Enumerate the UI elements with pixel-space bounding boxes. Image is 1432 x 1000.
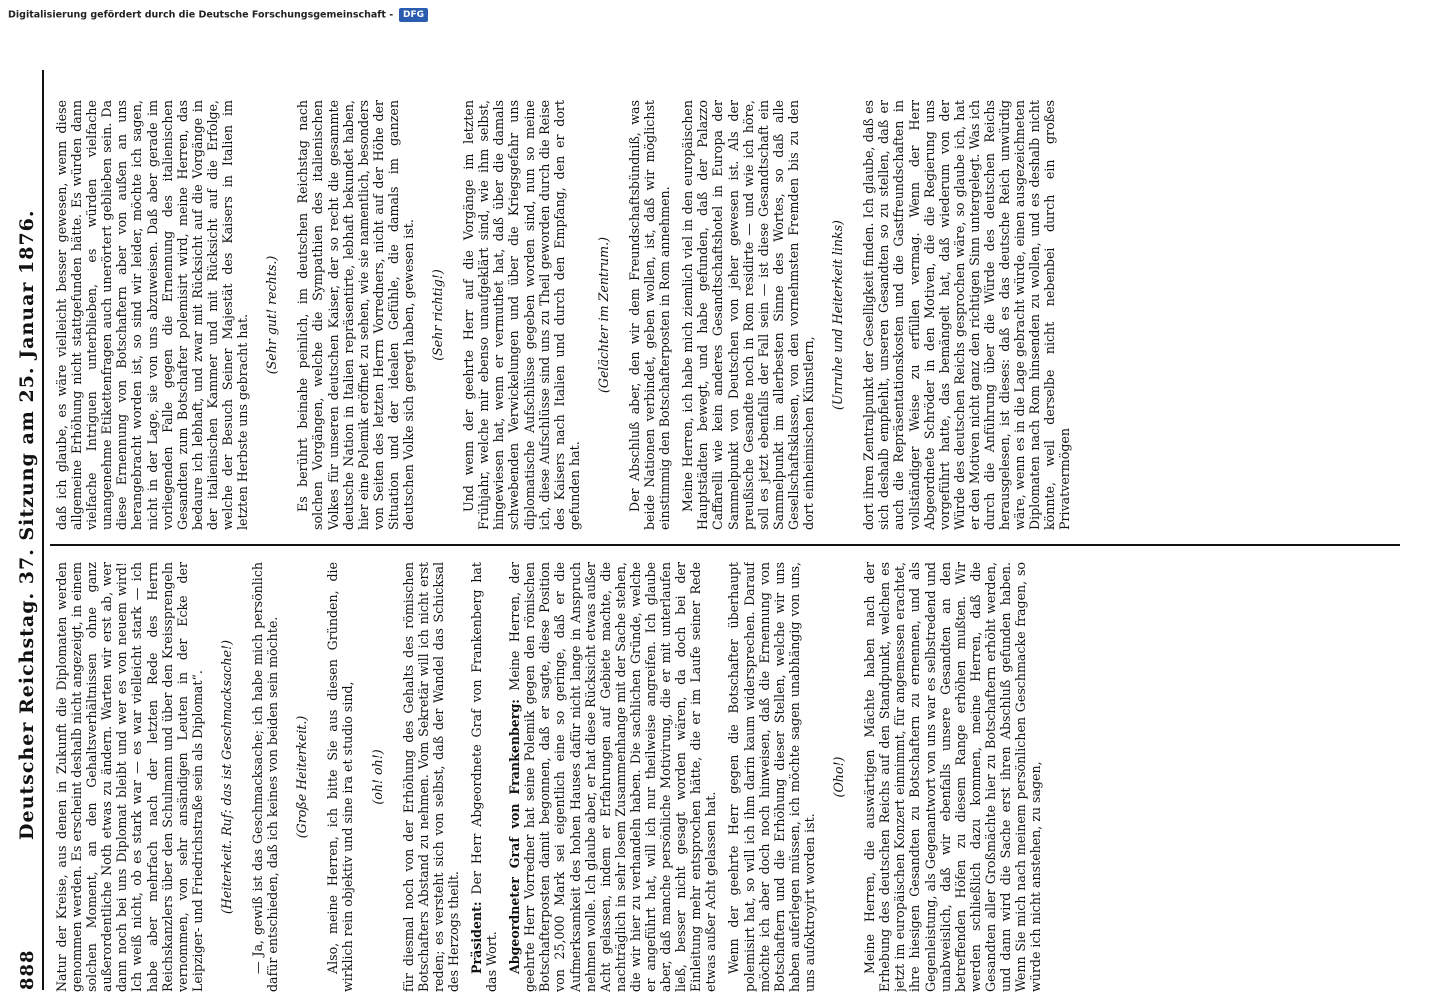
paragraph: Natur der Kreise, aus denen in Zukunft die Diplomaten werden genommen werden. Es erscheint deshalb nicht angezeigt, in einem solchen Moment, an den Gehaltsverhältnissen ohne ganz außerordentliche Noth etwas zu ändern. Warten wir erst ab, wer dann noch bei uns Diplomat bleibt und wer es von neuem wird! Ich weiß nicht, ob es stark war — es war vielleicht stark — ich habe aber mehrfach nach der letzten Rede des Herrn Reichskanzlers über den Schulmann und über den Kreissprengeln vernommen, von sehr ansändigen Leuten in der Ecke der Leipziger- und Friedrichstraße sein als Diplomat“. (54, 562, 205, 992)
dfg-logo-icon: DFG (399, 8, 428, 22)
paragraph: Der Abschluß aber, den wir dem Freundschaftsbündniß, was beide Nationen verbindet, geben wollen, ist, daß wir möglichst einstimmig den Botschafterposten in Rom annehmen. (627, 100, 673, 530)
paragraph: dort ihren Zentralpunkt der Geselligkeit finden. Ich glaube, daß es sich deshalb empfiehlt, unseren Gesandten so zu stellen, daß er auch die Repräsentationskosten und die Gastfreundschaften in vollständiger Weise zu erfüllen vermag. Wenn der Herr Abgeordnete Schröder in den Motiven, die die Regierung uns vorgeführt hatte, das bemängelt hat, daß wiederum von der Würde des deutschen Reichs gesprochen wäre, so glaube ich, hat er den Motiven nicht ganz den richtigen Sinn untergelegt. Was ich durch die Anführung über die Würde des deutschen Reichs herausgelesen, ist dieses: daß es das deutsche Reich unwürdig wäre, wenn es in die Lage gebracht würde, einen ausgezeichneten Diplomaten nach Rom hinsenden zu wollen, und es deshalb nicht könnte, weil derselbe nicht nebenbei durch ein großes Privatvermögen (861, 100, 1073, 530)
paragraph: für diesmal noch von der Erhöhung des Gehalts des römischen Botschafters Abstand zu nehmen. Vom Sekretär will ich nicht erst reden; es versteht sich von selbst, daß der Wandel das Schicksal des Herzogs theilt. (400, 562, 461, 992)
paragraph: Und wenn der geehrte Herr auf die Vorgänge im letzten Frühjahr, welche mir ebenso unaufgeklärt sind, wie ihm selbst, hingewiesen hat, wenn er vermuthet hat, daß über die damals schwebenden Verwickelungen und über die Kriegsgefahr uns diplomatische Aufschlüsse gegeben worden sind, nun so meine ich, diese Aufschlüsse sind uns zu Theil geworden durch die Reise des Kaisers nach Italien und durch den Empfang, den er dort gefunden hat. (461, 100, 582, 530)
page-number: 888 (17, 949, 38, 990)
column-divider (50, 544, 1400, 546)
speaker-name: Abgeordneter Graf von Frankenberg: (507, 699, 523, 974)
running-title: Deutscher Reichstag. 37. Sitzung am 25. Januar 1876. (16, 209, 38, 840)
stage-direction: (Unruhe und Heiterkeit links) (830, 220, 846, 410)
speaker-paragraph (507, 562, 718, 992)
paragraph: Also, meine Herren, ich bitte Sie aus diesen Gründen, die wirklich rein objektiv und sine ira et studio sind, (325, 562, 356, 992)
stage-direction: (Große Heiterkeit.) (294, 715, 310, 839)
stage-direction: (Sehr gut! rechts.) (264, 255, 280, 375)
credit-text: Digitalisierung gefördert durch die Deutsche Forschungsgemeinschaft - (8, 9, 394, 21)
stage-direction: (oh! oh!) (369, 749, 385, 805)
paragraph: — Ja, gewiß ist das Geschmacksache; ich habe mich persönlich dafür entschieden, daß ich keines von beiden sein möchte. (250, 562, 281, 992)
speaker-name: Präsident: (468, 901, 484, 974)
paragraph: Wenn der geehrte Herr gegen die Botschafter überhaupt polemisirt hat, so will ich ihm darin kaum widersprechen. Darauf möchte ich aber doch noch hinweisen, daß die Ernennung von Botschaftern und die Erhöhung dieser Stellen, welche wir uns haben auferlegen müssen, ich möchte sagen unabhängig von uns, uns aufoktroyirt worden ist. (726, 562, 817, 992)
speech-text: Meine Herren, der geehrte Herr Vorredner hat seine Polemik gegen den römischen Botschafterposten damit begonnen, daß er sagte, diese Position von 25,000 Mark sei eigentlich eine so geringe, daß er die Aufmerksamkeit des hohen Hauses dafür nicht lange in Anspruch nehmen wolle. Ich glaube aber, er hat diese Rücksicht etwas außer Acht gelassen, indem er Erfahrungen auf Gebiete machte, die nachträglich in sehr losem Zusammenhange mit der Sache stehen, die wir hier zu verhandeln haben. Die sachlichen Gründe, welche er angeführt hat, will ich nur theilweise angreifen. Ich glaube aber, daß manche persönliche Motivirung, die er mit unterlaufen ließ, besser nicht gesagt worden wären, da doch bei der Einleitung mehr entsprochen hätte, die er im Laufe seiner Rede etwas außer Acht gelassen hat. (507, 562, 719, 992)
paragraph: daß ich glaube, es wäre vielleicht besser gewesen, wenn diese allgemeine Erhöhung nicht stattgefunden hätte. Es würden dann vielfache Intriguen unterblieben, es würden vielfache unangenehme Etikettenfragen auch unerörtert geblieben sein. Da diese Ernennung von Botschaftern aber von außen an uns herangebracht worden ist, so sind wir leider, möchte ich sagen, nicht in der Lage, sie von uns abzuweisen. Daß aber gerade im vorliegenden Falle gegen die Ernennung des italienischen Gesandten zum Botschafter polemisirt wird, meine Herren, das bedaure ich lebhaft, und zwar mit Rücksicht auf die Vorgänge in der italienischen Kammer und mit Rücksicht auf die Erfolge, welche der Besuch Seiner Majestät des Kaisers in Italien im letzten Herbste uns gebracht hat. (54, 100, 251, 530)
speaker-paragraph (469, 562, 499, 992)
digitization-credit (8, 4, 982, 26)
paragraph: Meine Herren, ich habe mich ziemlich viel in den europäischen Hauptstädten bewegt, und habe gefunden, daß der Palazzo Caffarelli wie kein anderes Gesandtschaftshotel in Europa der Sammelpunkt von Deutschen von jeher gewesen ist. Als der preußische Gesandte noch in Rom residirte — und wie ich höre, soll es jetzt ebenfalls der Fall sein — ist diese Gesandtschaft ein Sammelpunkt im allerbesten Sinne des Wortes, so daß alle Gesellschaftsklassen, von den vornehmsten Fremden bis zu den dort einheimischen Künstlern, (680, 100, 817, 530)
stage-direction: (Sehr richtig!) (430, 269, 446, 361)
stage-direction: (Gelächter im Zentrum.) (595, 237, 611, 394)
text-column-right (54, 100, 1380, 530)
paragraph: Meine Herren, die auswärtigen Mächte haben nach der Erhebung des deutschen Reichs auf den Standpunkt, welchen es jetzt im europäischen Konzert einnimmt, für angemessen erachtet, ihre hiesigen Gesandten zu Botschaftern zu ernennen, und als Gegenleistung, als Gegenantwort von uns war es selbstredend und unabweislich, daß wir ebenfalls unsere Gesandten an den betreffenden Höfen zu diesem Range erhöhen mußten. Wir werden schließlich dazu kommen, meine Herren, daß die Gesandten aller Großmächte hier zu Botschaftern erhöht werden, und dann wird die Sache erst ihren Abschluß gefunden haben. Wenn Sie mich nach meinem persönlichen Geschmacke fragen, so würde ich nicht anstehen, zu sagen, (862, 562, 1044, 992)
text-column-left (54, 562, 1380, 992)
paragraph: Es berührt beinahe peinlich, im deutschen Reichstag nach solchen Vorgängen, welche die Sympathien des italienischen Volkes für unseren deutschen Kaiser, der so recht die gesammte deutsche Nation in Italien repräsentirte, lebhaft bekundet haben, hier eine Polemik eröffnet zu sehen, wie sie namentlich, besonders von Seiten des letzten Herrn Vorredners, nicht auf der Höhe der Situation und der idealen Gefühle, die damals im ganzen deutschen Volke sich geregt haben, gewesen ist. (295, 100, 416, 530)
stage-direction: (Oho!) (831, 756, 847, 798)
page-header (6, 70, 44, 990)
stage-direction: (Heiterkeit. Ruf: das ist Geschmacksache!) (218, 639, 234, 915)
speech-text: Der Herr Abgeordnete Graf von Frankenberg hat das Wort. (468, 562, 500, 992)
